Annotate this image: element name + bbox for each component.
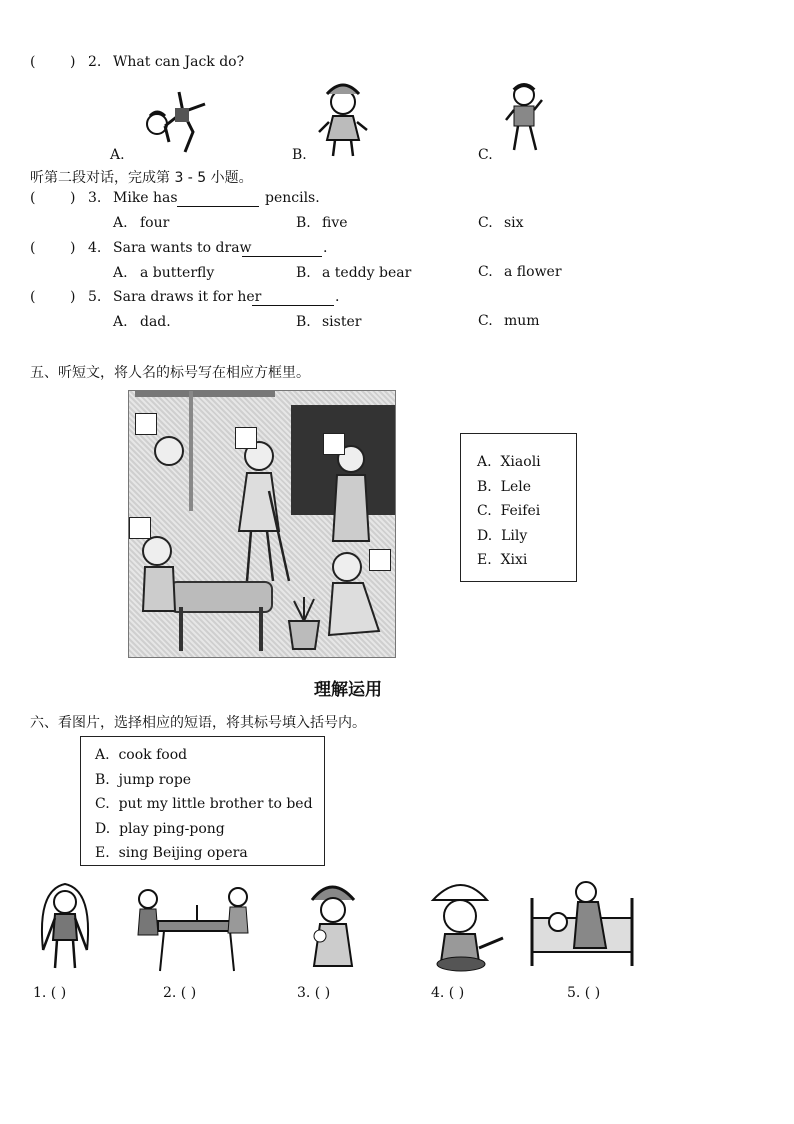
q3-blank[interactable] — [177, 194, 259, 207]
phrase-list-box — [80, 736, 325, 866]
name-item: C. Feifei — [477, 503, 541, 519]
q5-paren-close: ) — [70, 289, 76, 305]
boy-singing-image — [500, 80, 550, 155]
name-item: D. Lily — [477, 527, 528, 544]
q4-number: 4. — [88, 240, 102, 256]
q5-option-b-text: sister — [322, 314, 362, 330]
q2-option-a: A. — [110, 147, 125, 163]
q3-option-b-label: B. — [296, 215, 311, 231]
answer-box-3[interactable] — [323, 433, 345, 455]
part2-instruction: 听第二段对话，完成第 3 - 5 小题。 — [30, 170, 253, 186]
q5-text-before: Sara draws it for her — [113, 289, 262, 305]
q4-option-a-label: A. — [113, 265, 128, 281]
jump-rope-boy-image — [35, 880, 95, 975]
breakdancing-boy-image — [135, 82, 215, 157]
phrase-item: C. put my little brother to bed — [95, 796, 313, 812]
answer-slot-2[interactable]: 2. ( ) — [163, 985, 197, 1001]
q4-paren-close: ) — [70, 240, 76, 256]
q5-option-c-label: C. — [478, 313, 493, 329]
q5-option-a-label: A. — [113, 314, 128, 330]
q2-question: What can Jack do? — [113, 54, 245, 70]
answer-slot-3[interactable]: 3. ( ) — [297, 985, 331, 1001]
q2-paren-open: ( — [30, 54, 36, 70]
phrase-item: D. play ping-pong — [95, 820, 225, 837]
q4-option-b-text: a teddy bear — [322, 265, 412, 281]
q3-text-before: Mike has — [113, 190, 178, 206]
phrase-item: E. sing Beijing opera — [95, 845, 248, 861]
q2-option-b: B. — [292, 147, 307, 163]
answer-slot-5[interactable]: 5. ( ) — [567, 985, 601, 1001]
q5-text-after: . — [335, 289, 340, 305]
answer-slot-4[interactable]: 4. ( ) — [431, 985, 465, 1001]
phrase-item: A. cook food — [95, 747, 188, 763]
q4-paren-open: ( — [30, 240, 36, 256]
section6-title: 六、看图片，选择相应的短语，将其标号填入括号内。 — [30, 715, 366, 731]
q3-option-c-label: C. — [478, 215, 493, 231]
name-list-box — [460, 433, 577, 582]
q4-blank[interactable] — [242, 244, 322, 257]
answer-slot-1[interactable]: 1. ( ) — [33, 985, 67, 1001]
q5-option-a-text: dad. — [140, 314, 171, 330]
q5-paren-open: ( — [30, 289, 36, 305]
q3-option-c-text: six — [504, 215, 524, 231]
cooking-girl-image — [425, 878, 510, 978]
q4-option-c-text: a flower — [504, 264, 562, 280]
q4-text-after: . — [323, 240, 328, 256]
q2-number: 2. — [88, 54, 102, 70]
name-item: B. Lele — [477, 478, 532, 495]
q3-text-after: pencils. — [265, 190, 320, 206]
q3-option-b-text: five — [322, 215, 348, 231]
phrase-item: B. jump rope — [95, 771, 192, 788]
putting-brother-to-bed-image — [528, 878, 640, 974]
q3-paren-close: ) — [70, 190, 76, 206]
q5-number: 5. — [88, 289, 102, 305]
q3-option-a-text: four — [140, 215, 170, 231]
q4-text-before: Sara wants to draw — [113, 240, 252, 256]
q2-option-c: C. — [478, 147, 493, 163]
q5-blank[interactable] — [252, 293, 334, 306]
q2-paren-close: ) — [70, 54, 76, 70]
q3-option-a-label: A. — [113, 215, 128, 231]
ping-pong-players-image — [130, 885, 258, 977]
part-heading: 理解运用 — [314, 680, 382, 700]
beijing-opera-girl-image — [302, 880, 362, 978]
q4-option-b-label: B. — [296, 265, 311, 281]
q4-option-a-text: a butterfly — [140, 265, 215, 281]
q3-number: 3. — [88, 190, 102, 206]
q4-option-c-label: C. — [478, 264, 493, 280]
name-item: E. Xixi — [477, 552, 528, 568]
answer-box-1[interactable] — [135, 413, 157, 435]
q5-option-c-text: mum — [504, 313, 540, 329]
answer-box-4[interactable] — [129, 517, 151, 539]
name-item: A. Xiaoli — [477, 454, 541, 470]
answer-box-5[interactable] — [369, 549, 391, 571]
opera-girl-image — [315, 80, 375, 160]
section5-title: 五、听短文，将人名的标号写在相应方框里。 — [30, 365, 310, 381]
q5-option-b-label: B. — [296, 314, 311, 330]
answer-box-2[interactable] — [235, 427, 257, 449]
q3-paren-open: ( — [30, 190, 36, 206]
classroom-scene-image — [128, 390, 396, 658]
